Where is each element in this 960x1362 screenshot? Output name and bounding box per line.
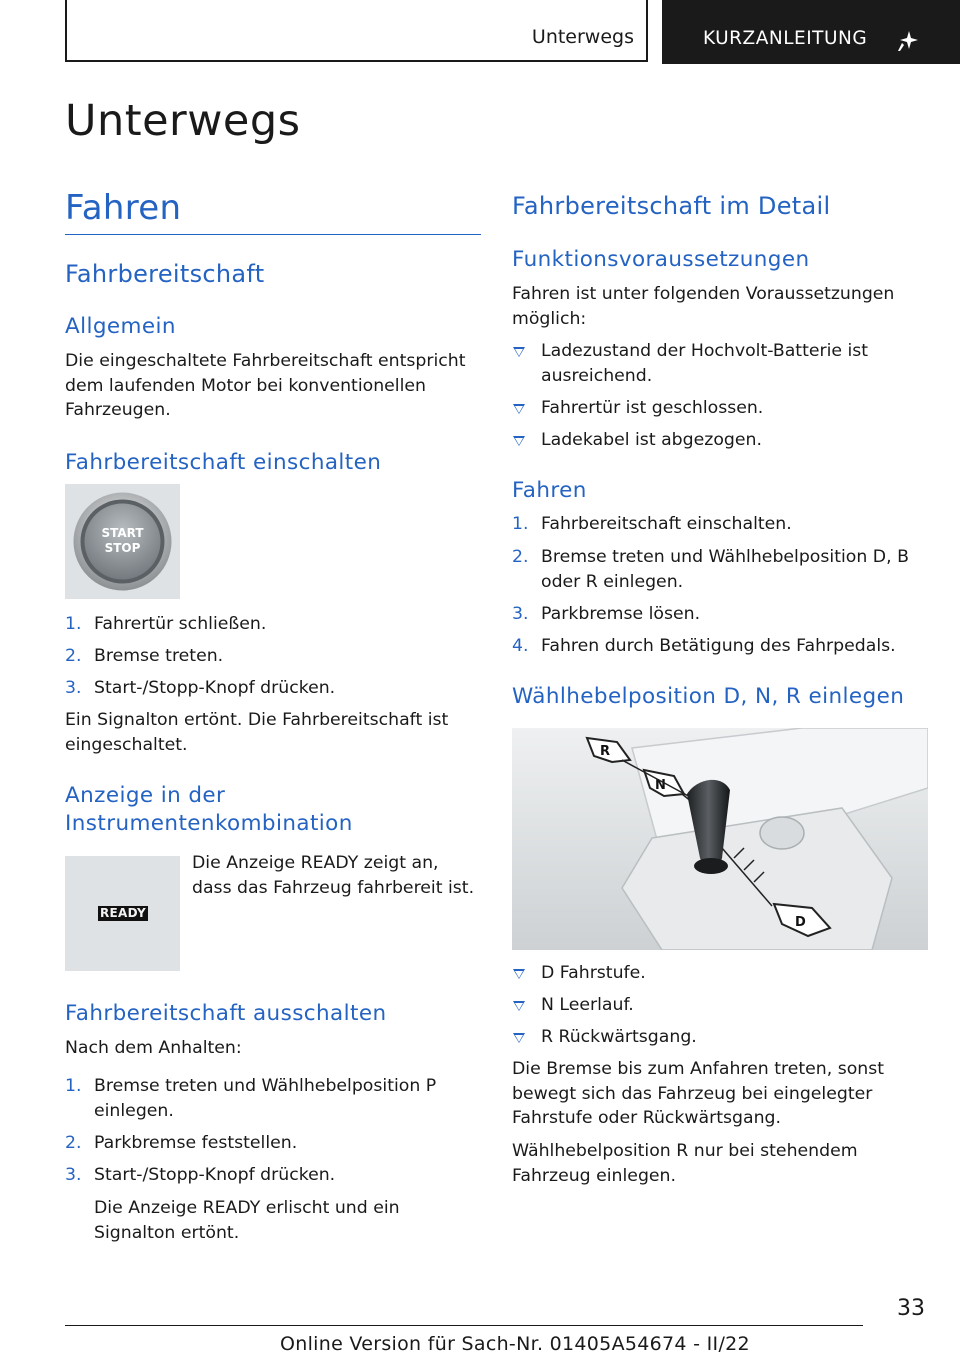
quick-guide-tab-label: KURZANLEITUNG — [703, 28, 868, 49]
start-stop-button-icon — [65, 484, 180, 599]
list-text: Ladezustand der Hochvolt-Batterie ist ausreichend. — [541, 341, 869, 386]
stop-label: STOP — [104, 541, 141, 555]
start-label: START — [101, 526, 144, 540]
ready-indicator-image — [65, 856, 180, 971]
bullet-triangle-icon — [513, 347, 525, 357]
anzeige-text: Die Anzeige READY zeigt an, dass das Fahrzeug fahrbereit ist. — [192, 853, 475, 898]
heading-allgemein: Allgemein — [65, 314, 176, 339]
ready-indicator-label: READY — [100, 906, 147, 920]
start-stop-button-image — [65, 484, 180, 599]
page-title: Unterwegs — [65, 96, 301, 146]
list-number: 1. — [512, 514, 529, 534]
section-label: Unterwegs — [531, 26, 634, 48]
gear-label-n: N — [655, 778, 666, 793]
bullet-triangle-icon — [513, 404, 525, 414]
heading-fahrbereitschaft: Fahrbereitschaft — [65, 260, 265, 288]
footer-online-version: Online Version für Sach-Nr. 01405A54674 - II/22 — [280, 1333, 750, 1355]
list-number: 1. — [65, 1076, 82, 1096]
heading-einschalten: Fahrbereitschaft einschalten — [65, 450, 382, 475]
bullet-triangle-icon — [513, 1033, 525, 1043]
heading-fahren-sub: Fahren — [512, 478, 587, 503]
quick-guide-tab[interactable] — [662, 0, 960, 64]
bremse-text: Die Bremse bis zum Anfahren treten, sonst bewegt sich das Fahrzeug bei eingelegter Fahrstufe oder Rückwärtsgang. — [512, 1059, 885, 1128]
list-number: 2. — [65, 1133, 82, 1153]
heading-waehlhebel: Wählhebelposition D, N, R einlegen — [512, 684, 905, 709]
list-text: Bremse treten und Wählhebelposition D, B oder R einlegen. — [541, 547, 909, 592]
list-text: D Fahrstufe. — [541, 963, 646, 983]
list-text: Start-/Stopp-Knopf drücken. — [94, 678, 336, 698]
list-number: 3. — [65, 678, 82, 698]
heading-funktion: Funktionsvoraussetzungen — [512, 247, 810, 272]
bullet-triangle-icon — [513, 436, 525, 446]
funktion-intro: Fahren ist unter folgenden Voraussetzungen möglich: — [512, 284, 895, 329]
ausschalten-intro: Nach dem Anhalten: — [65, 1038, 242, 1058]
heading-detail: Fahrbereitschaft im Detail — [512, 192, 831, 220]
list-number: 2. — [512, 547, 529, 567]
heading-rule — [65, 234, 481, 235]
heading-anzeige-line1: Anzeige in der — [65, 783, 226, 808]
list-text: Parkbremse lösen. — [541, 604, 701, 624]
einschalten-note: Ein Signalton ertönt. Die Fahrbereitschaft ist eingeschaltet. — [65, 710, 449, 755]
list-text: Bremse treten. — [94, 646, 224, 666]
list-text: Bremse treten und Wählhebelposition P einlegen. — [94, 1076, 437, 1121]
list-number: 1. — [65, 614, 82, 634]
list-text: Ladekabel ist abgezogen. — [541, 430, 762, 450]
gear-label-r: R — [600, 744, 611, 759]
list-number: 3. — [65, 1165, 82, 1185]
page-header — [65, 0, 960, 64]
heading-fahren: Fahren — [65, 188, 182, 228]
list-text: Fahrertür schließen. — [94, 614, 267, 634]
list-text: Fahrertür ist geschlossen. — [541, 398, 764, 418]
list-number: 4. — [512, 636, 529, 656]
list-text: R Rückwärtsgang. — [541, 1027, 697, 1047]
heading-anzeige — [65, 782, 353, 838]
list-number: 3. — [512, 604, 529, 624]
list-text: N Leerlauf. — [541, 995, 634, 1015]
list-text: Parkbremse feststellen. — [94, 1133, 298, 1153]
bullet-triangle-icon — [513, 969, 525, 979]
gear-label-d: D — [795, 915, 806, 930]
bullet-triangle-icon — [513, 1001, 525, 1011]
heading-ausschalten: Fahrbereitschaft ausschalten — [65, 1001, 387, 1026]
gear-selector-image — [512, 728, 928, 950]
section-header-box — [65, 0, 648, 62]
sparkle-star-icon — [896, 29, 920, 53]
list-number: 2. — [65, 646, 82, 666]
allgemein-text: Die eingeschaltete Fahrbereitschaft entspricht dem laufenden Motor bei konventionellen Fahrzeugen. — [65, 351, 466, 420]
heading-anzeige-line2: Instrumentenkombination — [65, 811, 353, 836]
list-text: Start-/Stopp-Knopf drücken. — [94, 1165, 336, 1185]
page-number: 33 — [897, 1296, 925, 1321]
gear-selector-illustration — [512, 728, 928, 950]
list-text: Fahrbereitschaft einschalten. — [541, 514, 792, 534]
list-text: Fahren durch Betätigung des Fahrpedals. — [541, 636, 896, 656]
r-text: Wählhebelposition R nur bei stehendem Fahrzeug einlegen. — [512, 1141, 858, 1186]
footer-rule — [65, 1325, 863, 1326]
ausschalten-note: Die Anzeige READY erlischt und ein Signalton ertönt. — [94, 1198, 400, 1243]
